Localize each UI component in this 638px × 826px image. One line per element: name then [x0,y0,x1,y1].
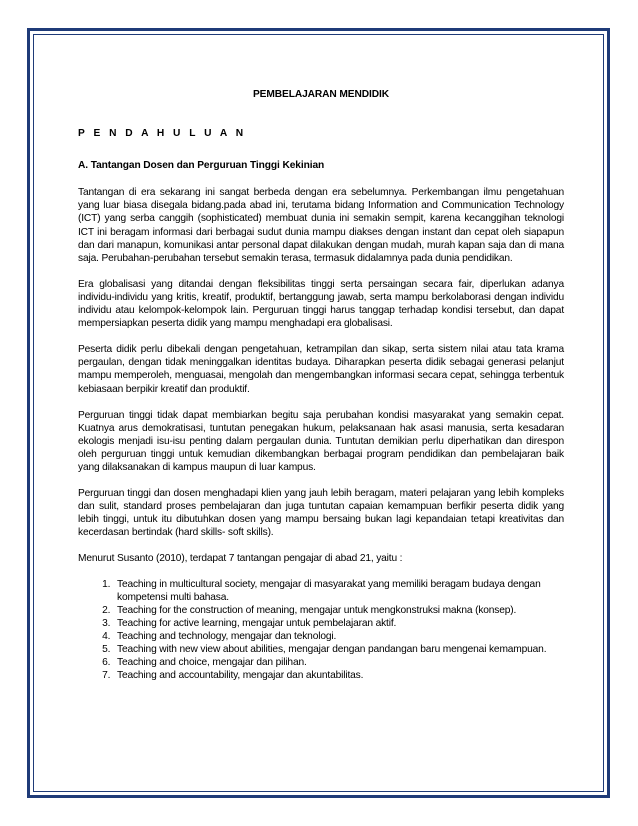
paragraph: Era globalisasi yang ditandai dengan fleksibilitas tinggi serta persaingan secara fair, diperlukan adanya individu-individu yang kritis, kreatif, produktif, bertanggung jawab, serta mampu berkolaborasi dengan individu individu atau kelompok-kelompok lain. Perguruan tinggi harus tanggap terhadap kondisi tersebut, dan dapat mempersiapkan peserta didik yang mampu menghadapi era globalisasi. [78,278,564,330]
document-page [78,88,564,682]
list-item: 1. Teaching in multicultural society, mengajar di masyarakat yang memiliki beragam budaya dengan kompetensi multi bahasa. [113,578,564,604]
paragraph: Perguruan tinggi dan dosen menghadapi klien yang jauh lebih beragam, materi pelajaran yang lebih kompleks dan sulit, standard proses pembelajaran dan juga tuntutan capaian kemampuan berfikir peserta didik yang lebih tinggi, untuk itu dibutuhkan dosen yang mampu bersaing bukan lagi kepandaian tetapi kreativitas dan kecerdasan bertindak (hard skills- soft skills). [78,488,564,539]
paragraph: Perguruan tinggi tidak dapat membiarkan begitu saja perubahan kondisi masyarakat yang semakin cepat. Kuatnya arus demokratisasi, tuntutan penegakan hukum, pelaksanaan hak asasi manusia, serta kesadaran ekologis menjadi isu-isu penting dalam pergaulan dunia. Tuntutan demikian perlu diperhatikan dan direspon oleh perguruan tinggi untuk kemudian dikembangkan berbagai program pendidikan dan pembelajaran baik yang dilaksanakan di kampus maupun di luar kampus. [78,409,564,473]
sub-heading: A. Tantangan Dosen dan Perguruan Tinggi Kekinian [78,160,325,172]
list-item: 2. Teaching for the construction of meaning, mengajar untuk mengkonstruksi makna (konsep). [113,604,564,617]
list-item: 4. Teaching and technology, mengajar dan teknologi. [113,630,564,643]
paragraph: Peserta didik perlu dibekali dengan pengetahuan, ketrampilan dan sikap, serta sistem nilai atau tata krama pergaulan, dengan tidak meninggalkan identitas budaya. Diharapkan peserta didik sebagai generasi pelanjut mampu memperoleh, menguasai, mengolah dan mengembangkan informasi secara cepat, sehingga terbentuk kebiasaan berpikir kreatif dan produktif. [78,344,564,395]
list-item: 7. Teaching and accountability, mengajar dan akuntabilitas. [113,669,564,682]
document-title: PEMBELAJARAN MENDIDIK [252,89,389,100]
list-item: 3. Teaching for active learning, mengajar untuk pembelajaran aktif. [113,617,564,630]
paragraph: Tantangan di era sekarang ini sangat berbeda dengan era sebelumnya. Perkembangan ilmu pengetahuan yang luar biasa disegala bidang.pada abad ini, terutama bidang Information and Communication Technology (ICT) yang serba canggih (sophisticated) membuat dunia ini semakin sempit, karena kecanggihan teknologi ICT ini beragam informasi dari berbagai sudut dunia mampu diakses dengan instant dan cepat oleh siapapun dan dari manapun, komunikasi antar personal dapat dilakukan dengan mudah, murah kapan saja dan di mana saja. Perubahan-perubahan tersebut semakin terasa, termasuk didalamnya pada dunia pendidikan. [78,187,564,264]
list-item: 6. Teaching and choice, mengajar dan pilihan. [113,656,564,669]
list-item: 5. Teaching with new view about abilities, mengajar dengan pandangan baru mengenai kemampuan. [113,643,564,656]
challenges-list [78,578,564,683]
section-heading: P E N D A H U L U A N [78,128,247,140]
paragraph: Menurut Susanto (2010), terdapat 7 tantangan pengajar di abad 21, yaitu : [78,553,403,565]
